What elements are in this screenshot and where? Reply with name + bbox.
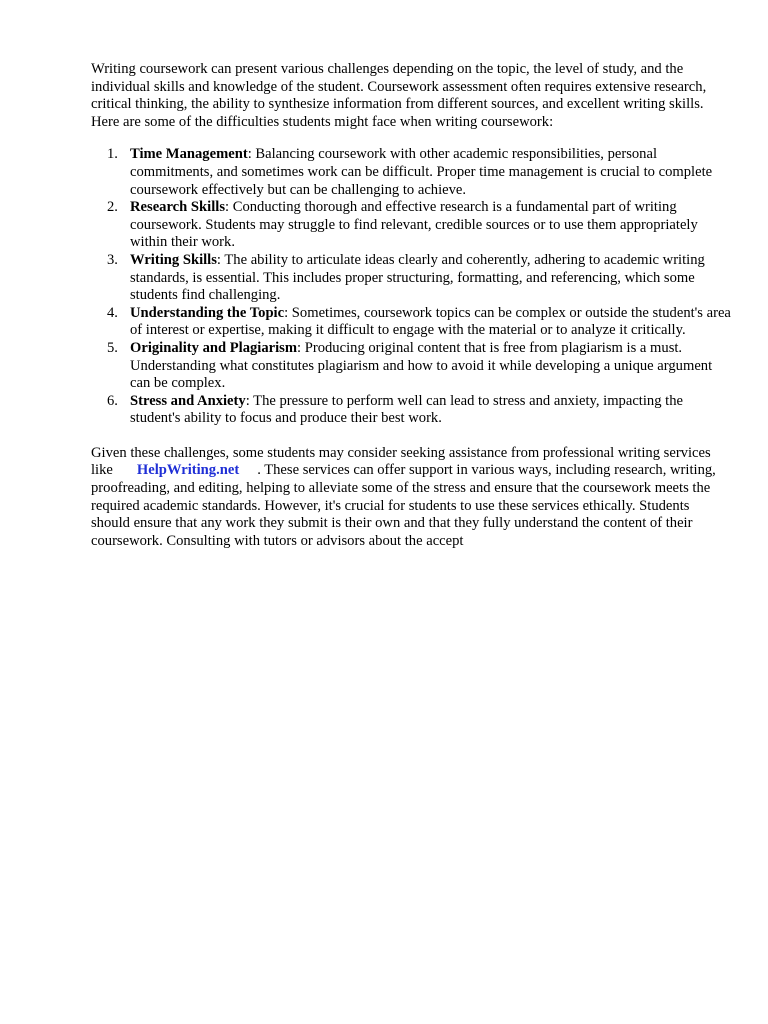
list-item-text: The pressure to perform well can lead to stress and anxiety, impacting the student's ability to focus and produce their best work.	[130, 392, 683, 427]
list-item-term: Writing Skills	[130, 251, 217, 268]
list-item-text: Conducting thorough and effective research is a fundamental part of writing coursework. Students may struggle to find relevant, credible sources or to use them appropriately within their work.	[130, 199, 698, 251]
list-item	[91, 146, 731, 199]
list-item-separator: :	[216, 251, 221, 268]
list-item-term: Time Management	[130, 146, 248, 163]
list-item-number: 6.	[107, 392, 118, 409]
challenges-list	[91, 146, 731, 428]
helpwriting-link[interactable]: HelpWriting.net	[136, 462, 240, 479]
list-item-number: 5.	[107, 339, 118, 356]
list-item-number: 2.	[107, 199, 118, 216]
list-item	[91, 305, 731, 340]
list-item	[91, 340, 731, 393]
list-item-text: Producing original content that is free from plagiarism is a must. Understanding what constitutes plagiarism and how to avoid it while developing a unique argument can be complex.	[130, 339, 713, 392]
list-item-number: 1.	[107, 146, 118, 163]
list-item-separator: :	[284, 304, 289, 321]
conclusion-text-after: . These services can offer support in various ways, including research, writing, proofreading, and editing, helping to alleviate some of the stress and ensure that the coursework meets the required academic standards. However, it's crucial for students to use these services ethically. Students should ensure that any work they submit is their own and that they fully understand the content of their coursework. Consulting with tutors or advisors about the accept	[91, 462, 716, 549]
list-item	[91, 252, 731, 305]
list-item-term: Understanding the Topic	[130, 304, 285, 321]
list-item-separator: :	[247, 146, 252, 163]
list-item-term: Stress and Anxiety	[130, 392, 246, 409]
list-item-text: Sometimes, coursework topics can be complex or outside the student's area of interest or expertise, making it difficult to engage with the material or to analyze it critically.	[130, 304, 731, 339]
challenges-ordered-list	[91, 146, 731, 428]
list-item-separator: :	[245, 392, 250, 409]
list-item-term: Research Skills	[130, 199, 226, 216]
list-item-text: The ability to articulate ideas clearly and coherently, adhering to academic writing standards, is essential. This includes proper structuring, formatting, and referencing, which some students find challenging.	[130, 251, 705, 304]
list-item-separator: :	[225, 199, 230, 216]
list-item-separator: :	[297, 339, 302, 356]
list-item-number: 4.	[107, 304, 118, 321]
document-page	[91, 61, 731, 550]
list-item	[91, 393, 731, 428]
list-item	[91, 199, 731, 252]
list-item-term: Originality and Plagiarism	[130, 339, 298, 356]
conclusion-text-before: Given these challenges, some students may consider seeking assistance from professional writing services like	[91, 444, 711, 479]
conclusion-paragraph	[91, 445, 731, 551]
list-item-text: Balancing coursework with other academic responsibilities, personal commitments, and sometimes work can be difficult. Proper time management is crucial to complete coursework effectively but can be challenging to achieve.	[130, 146, 713, 198]
intro-paragraph: Writing coursework can present various challenges depending on the topic, the level of study, and the individual skills and knowledge of the student. Coursework assessment often requires extensive research, critical thinking, the ability to synthesize information from different sources, and excellent writing skills. Here are some of the difficulties students might face when writing coursework:	[91, 61, 707, 130]
list-item-number: 3.	[107, 251, 118, 268]
